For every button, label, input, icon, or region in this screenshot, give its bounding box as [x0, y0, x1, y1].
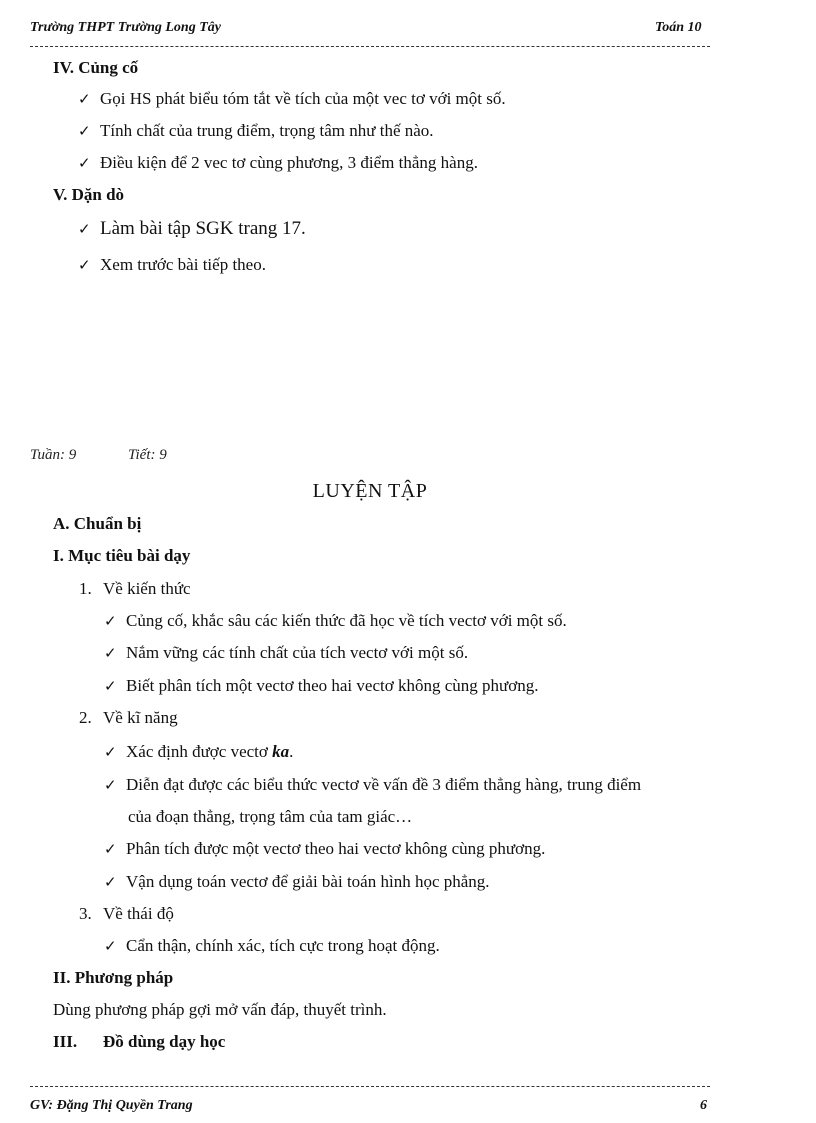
page-number: 6	[700, 1098, 707, 1113]
vector-ka: ka	[272, 742, 290, 761]
period-label: Tiết: 9	[128, 447, 167, 463]
list-item: ✓ Vận dụng toán vectơ để giải bài toán hình học phẳng.	[104, 872, 490, 891]
section-dan-do-heading: V. Dặn dò	[53, 185, 125, 204]
list-item: ✓ Biết phân tích một vectơ theo hai vectơ không cùng phương.	[104, 676, 539, 695]
list-item: ✓ Xác định được vectơ ka.	[104, 742, 294, 761]
check-icon: ✓	[104, 776, 117, 794]
list-item: ✓ Cẩn thận, chính xác, tích cực trong hoạt động.	[104, 936, 440, 955]
section-a-heading: A. Chuẩn bị	[53, 514, 142, 533]
list-item: ✓ Diễn đạt được các biểu thức vectơ về vấn đề 3 điểm thẳng hàng, trung điểm	[104, 775, 642, 794]
list-item-continuation: của đoạn thẳng, trọng tâm của tam giác…	[128, 807, 413, 826]
list-item: ✓ Gọi HS phát biểu tóm tắt về tích của một vec tơ với một số.	[78, 89, 506, 108]
check-icon: ✓	[104, 743, 117, 761]
check-icon: ✓	[104, 612, 117, 630]
list-item: ✓ Điều kiện để 2 vec tơ cùng phương, 3 điểm thẳng hàng.	[78, 153, 478, 172]
lesson-title: LUYỆN TẬP	[312, 480, 428, 502]
week-label: Tuần: 9	[30, 447, 77, 463]
check-icon: ✓	[78, 90, 91, 108]
check-icon: ✓	[78, 220, 91, 238]
section-iii-number: III.	[53, 1032, 78, 1051]
check-icon: ✓	[104, 937, 117, 955]
footer-divider	[30, 1086, 710, 1087]
section-iii-heading: Đồ dùng dạy học	[103, 1032, 226, 1051]
method-text: Dùng phương pháp gợi mở vấn đáp, thuyết trình.	[53, 1000, 387, 1019]
header-school: Trường THPT Trường Long Tây	[30, 20, 221, 35]
footer-teacher: GV: Đặng Thị Quyền Trang	[30, 1098, 193, 1113]
check-icon: ✓	[104, 644, 117, 662]
goal-skills-label: 2. Về kĩ năng	[79, 708, 178, 727]
check-icon: ✓	[78, 256, 91, 274]
section-cung-co-heading: IV. Củng cố	[53, 58, 139, 77]
check-icon: ✓	[78, 122, 91, 140]
check-icon: ✓	[104, 677, 117, 695]
list-item: ✓ Nắm vững các tính chất của tích vectơ với một số.	[104, 643, 469, 662]
section-ii-heading: II. Phương pháp	[53, 968, 174, 987]
check-icon: ✓	[104, 873, 117, 891]
goal-knowledge-label: 1. Về kiến thức	[79, 579, 191, 598]
list-item: ✓ Làm bài tập SGK trang 17.	[78, 218, 306, 239]
header-subject: Toán 10	[655, 20, 702, 35]
list-item: ✓ Tính chất của trung điểm, trọng tâm như thế nào.	[78, 121, 434, 140]
list-item: ✓ Củng cố, khắc sâu các kiến thức đã học về tích vectơ với một số.	[104, 611, 567, 630]
goal-attitude-label: 3. Về thái độ	[79, 904, 174, 923]
list-item: ✓ Xem trước bài tiếp theo.	[78, 255, 266, 274]
section-i-heading: I. Mục tiêu bài dạy	[53, 546, 191, 565]
check-icon: ✓	[104, 840, 117, 858]
check-icon: ✓	[78, 154, 91, 172]
list-item: ✓ Phân tích được một vectơ theo hai vectơ không cùng phương.	[104, 839, 546, 858]
header-divider	[30, 46, 710, 47]
